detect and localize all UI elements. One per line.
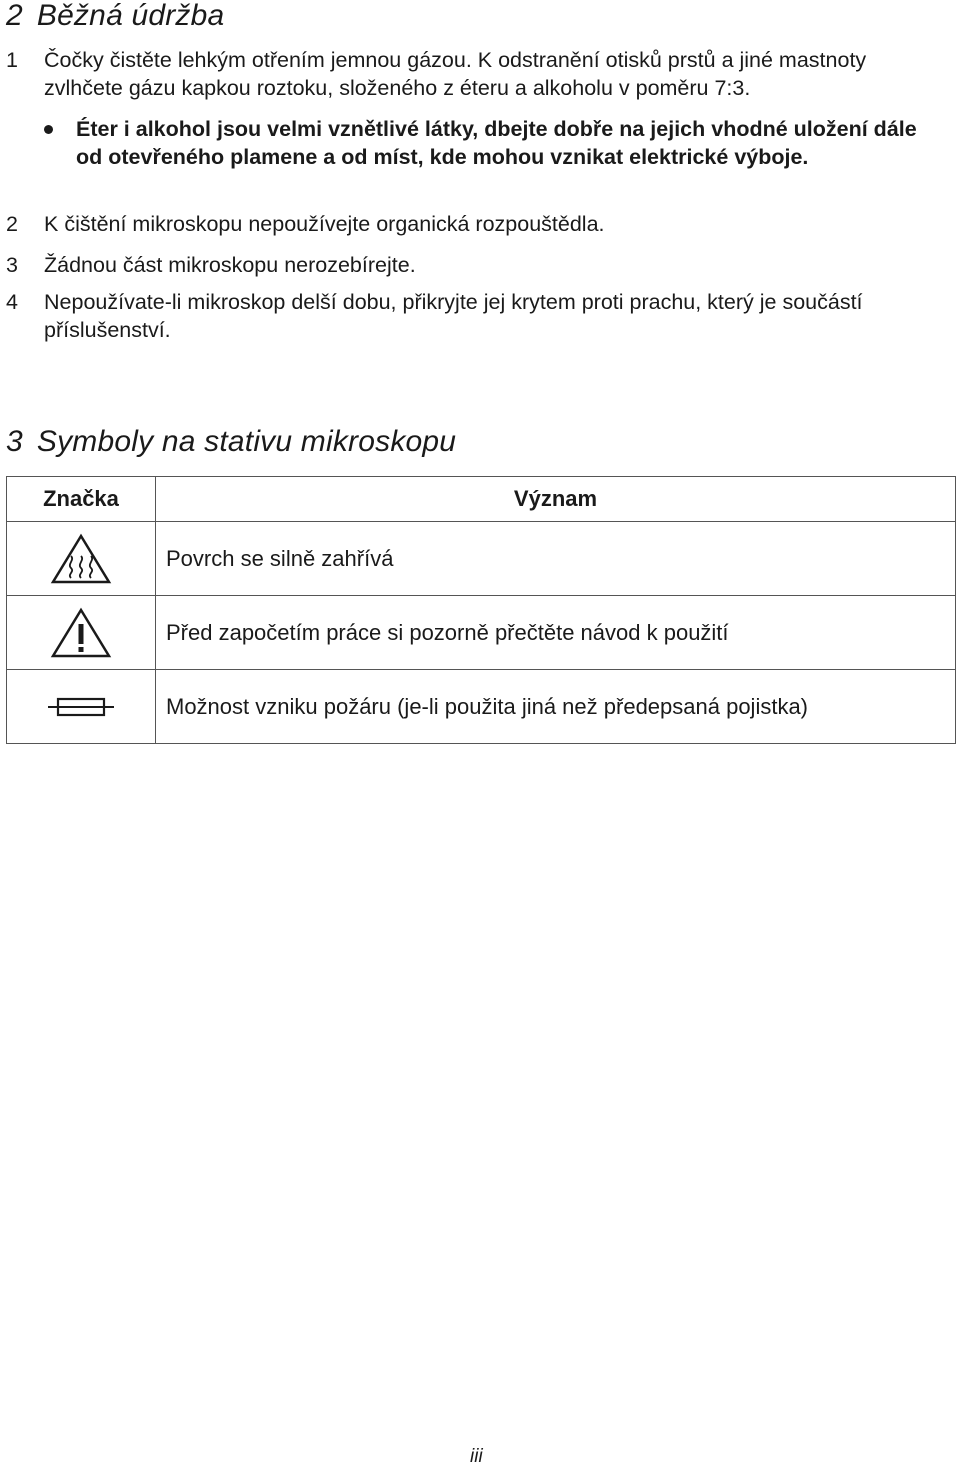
fuse-icon xyxy=(46,692,116,722)
symbols-table xyxy=(6,476,956,744)
meaning-cell: Povrch se silně zahřívá xyxy=(156,522,956,596)
section-title: Symboly na stativu mikroskopu xyxy=(36,425,457,458)
list-item-number: 2 xyxy=(6,212,18,236)
list-item xyxy=(6,210,906,238)
symbol-cell xyxy=(7,596,156,670)
symbol-cell xyxy=(7,522,156,596)
list-item xyxy=(6,288,906,344)
section-number: 3 xyxy=(6,425,23,458)
table-row xyxy=(7,670,956,744)
list-item xyxy=(6,46,906,102)
section-heading-symbols xyxy=(6,425,456,459)
section-title: Běžná údržba xyxy=(36,0,225,32)
list-item-text: Nepoužívate-li mikroskop delší dobu, přikryjte jej krytem proti prachu, který je součástí příslušenství. xyxy=(44,290,863,342)
section-number: 2 xyxy=(6,0,23,32)
list-item xyxy=(6,251,906,279)
list-item-text: Čočky čistěte lehkým otřením jemnou gázou. K odstranění otisků prstů a jiné mastnoty zvlhčete gázu kapkou roztoku, složeného z éteru a alkoholu v poměru 7:3. xyxy=(44,48,867,100)
list-item-text: K čištění mikroskopu nepoužívejte organická rozpouštědla. xyxy=(44,212,605,236)
section-heading-maintenance xyxy=(6,0,224,33)
caution-triangle-icon xyxy=(49,606,113,660)
warning-note xyxy=(44,115,924,171)
list-item-number: 1 xyxy=(6,48,18,72)
warning-text: Éter i alkohol jsou velmi vznětlivé látky, dbejte dobře na jejich vhodné uložení dále od otevřeného plamene a od míst, kde mohou vznikat elektrické výboje. xyxy=(76,117,917,169)
table-row xyxy=(7,596,956,670)
table-header-row xyxy=(7,477,956,522)
meaning-cell: Před započetím práce si pozorně přečtěte návod k použití xyxy=(156,596,956,670)
table-row xyxy=(7,522,956,596)
list-item-number: 4 xyxy=(6,290,18,314)
page-number: iii xyxy=(470,1446,483,1467)
list-item-number: 3 xyxy=(6,253,18,277)
hot-surface-icon xyxy=(49,532,113,586)
meaning-cell: Možnost vzniku požáru (je-li použita jiná než předepsaná pojistka) xyxy=(156,670,956,744)
column-header-meaning: Význam xyxy=(156,477,956,522)
bullet-icon xyxy=(44,125,53,134)
symbol-cell xyxy=(7,670,156,744)
column-header-symbol: Značka xyxy=(7,477,156,522)
list-item-text: Žádnou část mikroskopu nerozebírejte. xyxy=(44,253,416,277)
